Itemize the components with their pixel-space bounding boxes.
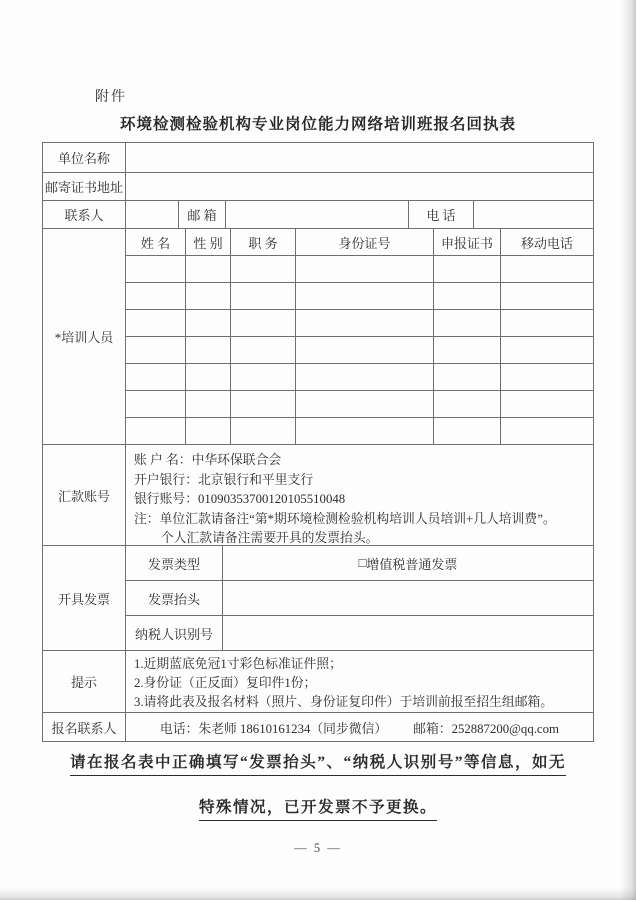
- scan-shadow-bottom: [0, 888, 636, 900]
- trainee-input-cell: [296, 337, 434, 363]
- remittance-account-name: 账 户 名：中华环保联合会: [134, 453, 282, 467]
- trainee-input-cell: [126, 364, 186, 390]
- trainee-input-cell: [501, 337, 593, 363]
- trainee-input-cell: [126, 418, 186, 445]
- trainee-input-cell: [501, 418, 593, 445]
- trainee-input-cell: [434, 256, 501, 282]
- invoice-group-row: [43, 546, 593, 651]
- invoice-title-input-cell: [223, 581, 593, 615]
- invoice-type-label: 发票类型: [126, 546, 223, 580]
- trainee-col-position: 职 务: [231, 229, 296, 255]
- trainees-group-row: [43, 229, 593, 445]
- trainee-col-certificate: 申报证书: [434, 229, 501, 255]
- tips-content: [126, 651, 593, 712]
- trainee-col-mobile: 移动电话: [520, 235, 573, 251]
- registration-contact-label: 报名联系人: [43, 713, 126, 741]
- footer-note-line1: 请在报名表中正确填写“发票抬头”、“纳税人识别号”等信息，如无: [0, 750, 636, 776]
- trainee-input-cell: [434, 310, 501, 336]
- invoice-tax-id-row: [126, 616, 593, 651]
- trainee-empty-row: [126, 283, 593, 310]
- trainee-input-cell: [434, 337, 501, 363]
- remittance-row: [43, 445, 593, 546]
- tips-item-1: 1.近期蓝底免冠1寸彩色标准证件照；: [134, 657, 342, 671]
- trainee-input-cell: [296, 418, 434, 445]
- tips-item-2: 2.身份证（正反面）复印件1份；: [134, 676, 317, 690]
- trainee-input-cell: [296, 310, 434, 336]
- trainee-input-cell: [126, 337, 186, 363]
- tips-label: 提示: [43, 651, 126, 712]
- trainee-empty-row: [126, 418, 593, 445]
- trainee-input-cell: [434, 364, 501, 390]
- trainee-input-cell: [126, 256, 186, 282]
- remittance-note-line2: 个人汇款请备注需要开具的发票抬头。: [160, 531, 379, 545]
- trainee-input-cell: [296, 364, 434, 390]
- trainee-input-cell: [501, 283, 593, 309]
- invoice-sub-rows: [126, 546, 593, 650]
- checkbox-unchecked-icon: □: [358, 555, 367, 570]
- unit-name-label: 单位名称: [43, 143, 126, 172]
- trainee-input-cell: [231, 310, 296, 336]
- trainee-input-cell: [186, 337, 231, 363]
- trainee-input-cell: [434, 391, 501, 417]
- trainees-label: *培训人员: [43, 229, 126, 444]
- trainee-col-id-number: 身份证号: [296, 229, 434, 255]
- trainee-input-cell: [501, 256, 593, 282]
- trainee-input-cell: [186, 283, 231, 309]
- page-title: 环境检测检验机构专业岗位能力网络培训班报名回执表: [119, 116, 516, 133]
- trainee-input-cell: [296, 391, 434, 417]
- trainee-input-cell: [231, 364, 296, 390]
- invoice-type-value-cell: [223, 546, 593, 580]
- mailing-address-input-cell: [126, 173, 593, 200]
- trainee-input-cell: [501, 364, 593, 390]
- trainee-input-cell: [501, 391, 593, 417]
- email-input-cell: [226, 201, 409, 228]
- trainee-input-cell: [126, 283, 186, 309]
- contact-label: 联系人: [43, 201, 126, 228]
- remittance-account-number: 银行账号：01090353700120105510048: [134, 492, 346, 506]
- remittance-details: [126, 445, 593, 545]
- tips-row: [43, 651, 593, 713]
- trainee-input-cell: [434, 418, 501, 445]
- phone-input-cell: [474, 201, 593, 228]
- trainee-input-cell: [186, 391, 231, 417]
- trainee-input-cell: [231, 337, 296, 363]
- mailing-address-row: [43, 173, 593, 201]
- trainee-empty-row: [126, 310, 593, 337]
- trainee-empty-row: [126, 391, 593, 418]
- trainee-input-cell: [231, 418, 296, 445]
- email-label: 邮 箱: [179, 201, 226, 228]
- unit-name-row: [43, 143, 593, 173]
- trainee-input-cell: [231, 391, 296, 417]
- remittance-note-line1: 注：单位汇款请备注“第*期环境检测检验机构培训人员培训+几人培训费”。: [134, 511, 556, 526]
- attachment-label: 附件: [95, 90, 127, 105]
- trainee-input-cell: [231, 256, 296, 282]
- trainee-col-gender: 性 别: [186, 229, 231, 255]
- invoice-tax-id-input-cell: [223, 616, 593, 651]
- trainee-empty-row: [126, 364, 593, 391]
- trainee-input-cell: [126, 310, 186, 336]
- trainee-input-cell: [434, 283, 501, 309]
- trainee-input-cell: [126, 391, 186, 417]
- trainees-grid: [126, 229, 593, 444]
- invoice-title-label: 发票抬头: [126, 581, 223, 615]
- registration-contact-email: 邮箱：252887200@qq.com: [413, 721, 559, 736]
- trainee-col-name: 姓 名: [126, 229, 186, 255]
- invoice-tax-id-label: 纳税人识别号: [126, 616, 223, 651]
- registration-contact-phone: 电话：朱老师 18610161234（同步微信）: [160, 721, 388, 736]
- phone-label: 电 话: [409, 201, 474, 228]
- trainee-empty-row: [126, 337, 593, 364]
- trainees-header-row: [126, 229, 593, 256]
- invoice-title-row: [126, 581, 593, 616]
- trainee-input-cell: [186, 256, 231, 282]
- trainee-input-cell: [501, 310, 593, 336]
- trainee-empty-row: [126, 256, 593, 283]
- remittance-label: 汇款账号: [43, 445, 126, 545]
- contact-row: [43, 201, 593, 229]
- invoice-type-row: [126, 546, 593, 581]
- trainee-input-cell: [186, 364, 231, 390]
- trainee-input-cell: [186, 310, 231, 336]
- contact-input-cell: [126, 201, 179, 228]
- tips-item-3: 3.请将此表及报名材料（照片、身份证复印件）于培训前报至招生组邮箱。: [134, 695, 554, 709]
- mailing-address-label: 邮寄证书地址: [43, 173, 126, 200]
- trainee-input-cell: [296, 256, 434, 282]
- remittance-bank: 开户银行：北京银行和平里支行: [134, 472, 314, 487]
- unit-name-input-cell: [126, 143, 593, 172]
- footer-note-line2: 特殊情况，已开发票不予更换。: [0, 795, 636, 821]
- page-number: — 5 —: [294, 841, 342, 855]
- registration-contact-value-cell: [126, 713, 593, 741]
- trainee-input-cell: [231, 283, 296, 309]
- registration-form-table: [42, 142, 594, 742]
- invoice-type-value: 增值税普通发票: [366, 556, 458, 572]
- invoice-label: 开具发票: [43, 546, 126, 650]
- trainee-input-cell: [296, 283, 434, 309]
- registration-contact-row: [43, 713, 593, 741]
- trainee-input-cell: [186, 418, 231, 445]
